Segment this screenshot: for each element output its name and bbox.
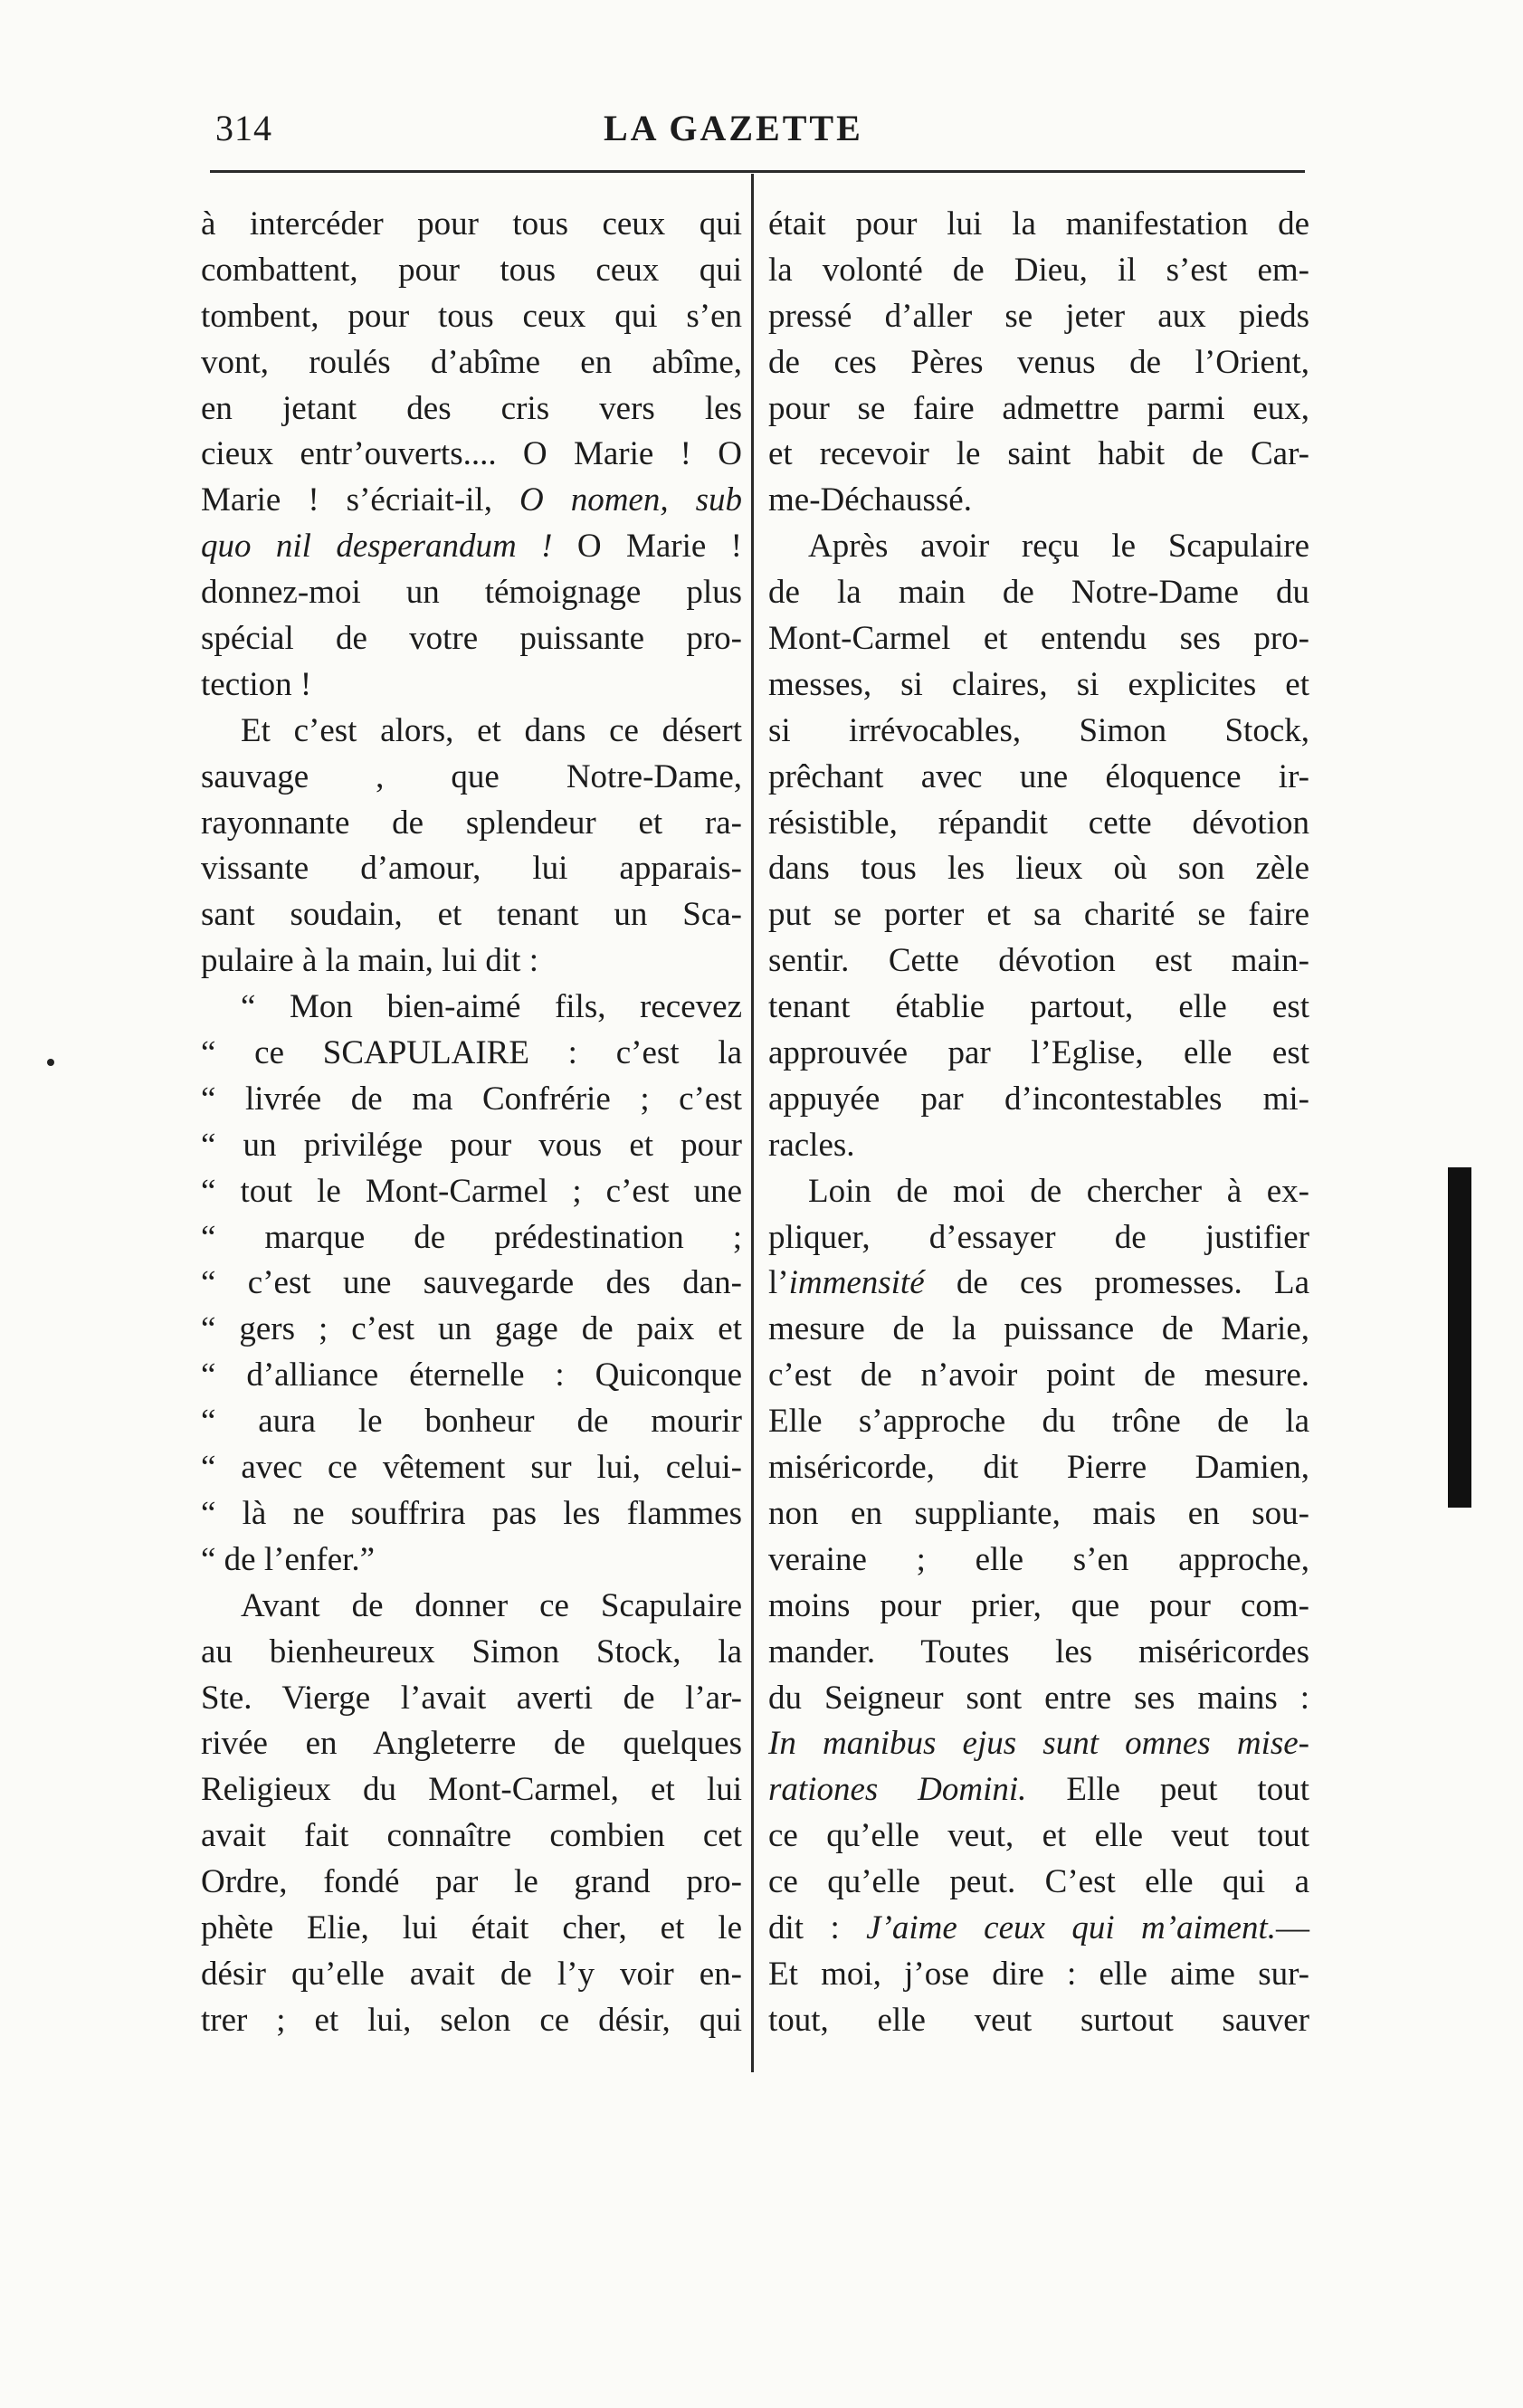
line-text: en jetant des cris vers les <box>201 389 742 427</box>
text-line <box>201 616 742 662</box>
text-line <box>768 892 1309 938</box>
text-line <box>768 432 1309 478</box>
line-text: à intercéder pour tous ceux qui <box>201 205 742 243</box>
italic-text: quo nil desperandum ! <box>201 528 553 566</box>
line-text: “ gers ; c’est un gage de paix et <box>201 1310 742 1348</box>
text-line <box>768 709 1309 755</box>
running-title: LA GAZETTE <box>604 108 863 148</box>
line-text: O Marie ! <box>552 528 743 566</box>
text-line <box>201 1031 742 1077</box>
line-text: moins pour prier, que pour com- <box>768 1586 1309 1624</box>
line-text: put se porter et sa charité se faire <box>768 896 1309 934</box>
line-text: “ d’alliance éternelle : Quiconque <box>201 1356 742 1394</box>
text-line <box>201 1169 742 1215</box>
line-text: miséricorde, dit Pierre Damien, <box>768 1449 1309 1487</box>
text-line <box>768 1952 1309 1998</box>
right-column <box>768 202 1309 2044</box>
line-text: pour se faire admettre parmi eux, <box>768 389 1309 427</box>
line-text: approuvée par l’Eglise, elle est <box>768 1034 1309 1072</box>
line-text: si irrévocables, Simon Stock, <box>768 711 1309 749</box>
line-text: ce qu’elle peut. C’est elle qui a <box>768 1863 1309 1901</box>
text-line <box>768 1077 1309 1123</box>
line-text: dit : <box>768 1908 867 1946</box>
text-line <box>201 1307 742 1353</box>
text-line <box>768 294 1309 340</box>
text-line <box>768 478 1309 524</box>
line-text: Religieux du Mont-Carmel, et lui <box>201 1771 742 1809</box>
line-text: “ marque de prédestination ; <box>201 1218 742 1256</box>
line-text: “ Mon bien-aimé fils, recevez <box>241 988 742 1026</box>
line-text: désir qu’elle avait de l’y voir en- <box>201 1955 742 1993</box>
line-text: — <box>1276 1908 1309 1946</box>
line-text: trer ; et lui, selon ce désir, qui <box>201 2001 742 2039</box>
text-line <box>201 524 742 570</box>
line-text: prêchant avec une éloquence ir- <box>768 757 1309 795</box>
line-text: “ c’est une sauvegarde des dan- <box>201 1264 742 1302</box>
line-text: était pour lui la manifestation de <box>768 205 1309 243</box>
text-line <box>201 1353 742 1399</box>
text-line <box>768 1630 1309 1676</box>
text-line <box>201 1584 742 1630</box>
text-line <box>768 1860 1309 1906</box>
line-text: “ tout le Mont-Carmel ; c’est une <box>201 1172 742 1210</box>
text-line <box>768 662 1309 709</box>
header-rule <box>210 170 1305 173</box>
line-text: Ordre, fondé par le grand pro- <box>201 1863 742 1901</box>
line-text: ce qu’elle veut, et elle veut tout <box>768 1817 1309 1855</box>
line-text: pulaire à la main, lui dit : <box>201 942 538 980</box>
line-text: Mont-Carmel et entendu ses pro- <box>768 620 1309 658</box>
text-line <box>201 1676 742 1722</box>
text-line <box>201 432 742 478</box>
text-line <box>768 938 1309 985</box>
line-text: “ avec ce vêtement sur lui, celui- <box>201 1449 742 1487</box>
text-line <box>201 1537 742 1584</box>
line-text: sentir. Cette dévotion est main- <box>768 942 1309 980</box>
line-text: pliquer, d’essayer de justifier <box>768 1218 1309 1256</box>
text-line <box>201 1952 742 1998</box>
line-text: “ aura le bonheur de mourir <box>201 1403 742 1441</box>
line-text: vissante d’amour, lui apparais- <box>201 850 742 888</box>
text-line <box>768 248 1309 294</box>
text-line <box>768 846 1309 892</box>
line-text: cieux entr’ouverts.... O Marie ! O <box>201 435 742 473</box>
text-line <box>201 294 742 340</box>
text-line <box>768 1261 1309 1307</box>
text-line <box>768 1676 1309 1722</box>
text-line <box>201 1123 742 1169</box>
line-text: donnez-moi un témoignage plus <box>201 574 742 612</box>
italic-text: J’aime ceux qui m’aiment. <box>866 1908 1276 1946</box>
line-text: me-Déchaussé. <box>768 481 972 519</box>
line-text: Et c’est alors, et dans ce désert <box>241 711 742 749</box>
column-divider <box>751 174 754 2072</box>
text-line <box>201 662 742 709</box>
line-text: sant soudain, et tenant un Sca- <box>201 896 742 934</box>
line-text: Elle s’approche du trône de la <box>768 1403 1309 1441</box>
text-line <box>768 1399 1309 1445</box>
text-line <box>201 1721 742 1767</box>
line-text: combattent, pour tous ceux qui <box>201 251 742 289</box>
line-text: rivée en Angleterre de quelques <box>201 1725 742 1763</box>
text-line <box>201 1399 742 1445</box>
text-line <box>768 801 1309 847</box>
text-line <box>201 709 742 755</box>
line-text: dans tous les lieux où son zèle <box>768 850 1309 888</box>
text-line <box>201 1261 742 1307</box>
line-text: Elle peut tout <box>1026 1771 1309 1809</box>
italic-text: immensité <box>788 1264 925 1302</box>
text-line <box>768 1215 1309 1261</box>
text-line <box>201 938 742 985</box>
text-line <box>768 202 1309 248</box>
line-text: appuyée par d’incontestables mi- <box>768 1080 1309 1118</box>
line-text: messes, si claires, si explicites et <box>768 665 1309 703</box>
text-line <box>768 616 1309 662</box>
line-text: Marie ! s’écriait-il, <box>201 481 519 519</box>
line-text: sauvage , que Notre-Dame, <box>201 757 742 795</box>
text-line <box>768 1445 1309 1491</box>
line-text: de la main de Notre-Dame du <box>768 574 1309 612</box>
page-number: 314 <box>215 108 272 148</box>
text-line <box>201 755 742 801</box>
italic-text: O nomen, sub <box>519 481 742 519</box>
line-text: au bienheureux Simon Stock, la <box>201 1632 742 1670</box>
line-text: “ livrée de ma Confrérie ; c’est <box>201 1080 742 1118</box>
margin-print-bar <box>1448 1167 1471 1508</box>
text-line <box>768 1353 1309 1399</box>
text-line <box>201 386 742 433</box>
line-text: rayonnante de splendeur et ra- <box>201 804 742 842</box>
text-line <box>201 1491 742 1537</box>
line-text: “ là ne souffrira pas les flammes <box>201 1494 742 1532</box>
line-text: “ de l’enfer.” <box>201 1540 376 1578</box>
text-line <box>201 1860 742 1906</box>
text-line <box>201 1998 742 2044</box>
text-line <box>201 985 742 1031</box>
margin-dot <box>47 1059 54 1066</box>
text-line <box>768 570 1309 616</box>
italic-text: In manibus ejus sunt omnes mise- <box>768 1725 1309 1763</box>
line-text: Et moi, j’ose dire : elle aime sur- <box>768 1955 1309 1993</box>
text-line <box>201 202 742 248</box>
text-line <box>768 1307 1309 1353</box>
text-line <box>768 1813 1309 1860</box>
text-line <box>201 1630 742 1676</box>
line-text: “ ce SCAPULAIRE : c’est la <box>201 1034 742 1072</box>
text-line <box>768 340 1309 386</box>
line-text: mander. Toutes les miséricordes <box>768 1632 1309 1670</box>
text-line <box>768 1906 1309 1952</box>
text-line <box>201 570 742 616</box>
text-line <box>768 1491 1309 1537</box>
line-text: de ces Pères venus de l’Orient, <box>768 343 1309 381</box>
text-line <box>768 755 1309 801</box>
text-line <box>201 340 742 386</box>
line-text: de ces promesses. La <box>924 1264 1309 1302</box>
line-text: avait fait connaître combien cet <box>201 1817 742 1855</box>
line-text: veraine ; elle s’en approche, <box>768 1540 1309 1578</box>
line-text: Après avoir reçu le Scapulaire <box>808 528 1309 566</box>
line-text: résistible, répandit cette dévotion <box>768 804 1309 842</box>
line-text: vont, roulés d’abîme en abîme, <box>201 343 742 381</box>
text-line <box>201 846 742 892</box>
line-text: Loin de moi de chercher à ex- <box>808 1172 1309 1210</box>
italic-text: rationes Domini. <box>768 1771 1027 1809</box>
line-text: tenant établie partout, elle est <box>768 988 1309 1026</box>
text-line <box>201 478 742 524</box>
text-line <box>768 1721 1309 1767</box>
line-text: l’ <box>768 1264 789 1302</box>
line-text: Avant de donner ce Scapulaire <box>241 1586 742 1624</box>
text-line <box>201 1077 742 1123</box>
line-text: phète Elie, lui était cher, et le <box>201 1908 742 1946</box>
line-text: tombent, pour tous ceux qui s’en <box>201 297 742 335</box>
text-line <box>768 1998 1309 2044</box>
line-text: c’est de n’avoir point de mesure. <box>768 1356 1309 1394</box>
line-text: Ste. Vierge l’avait averti de l’ar- <box>201 1679 742 1717</box>
line-text: et recevoir le saint habit de Car- <box>768 435 1309 473</box>
text-line <box>768 1031 1309 1077</box>
text-line <box>201 892 742 938</box>
line-text: racles. <box>768 1126 855 1164</box>
line-text: tout, elle veut surtout sauver <box>768 2001 1309 2039</box>
line-text: “ un privilége pour vous et pour <box>201 1126 742 1164</box>
text-line <box>768 985 1309 1031</box>
text-line <box>201 801 742 847</box>
text-line <box>768 1169 1309 1215</box>
text-line <box>201 1767 742 1813</box>
text-line <box>768 386 1309 433</box>
text-line <box>768 1584 1309 1630</box>
text-line <box>201 1906 742 1952</box>
text-line <box>768 1123 1309 1169</box>
text-line <box>768 524 1309 570</box>
line-text: la volonté de Dieu, il s’est em- <box>768 251 1309 289</box>
line-text: pressé d’aller se jeter aux pieds <box>768 297 1309 335</box>
line-text: non en suppliante, mais en sou- <box>768 1494 1309 1532</box>
left-column <box>201 202 742 2044</box>
text-line <box>201 1445 742 1491</box>
text-line <box>768 1767 1309 1813</box>
text-line <box>768 1537 1309 1584</box>
line-text: tection ! <box>201 665 312 703</box>
line-text: du Seigneur sont entre ses mains : <box>768 1679 1309 1717</box>
text-line <box>201 1215 742 1261</box>
line-text: mesure de la puissance de Marie, <box>768 1310 1309 1348</box>
line-text: spécial de votre puissante pro- <box>201 620 742 658</box>
text-line <box>201 1813 742 1860</box>
text-line <box>201 248 742 294</box>
